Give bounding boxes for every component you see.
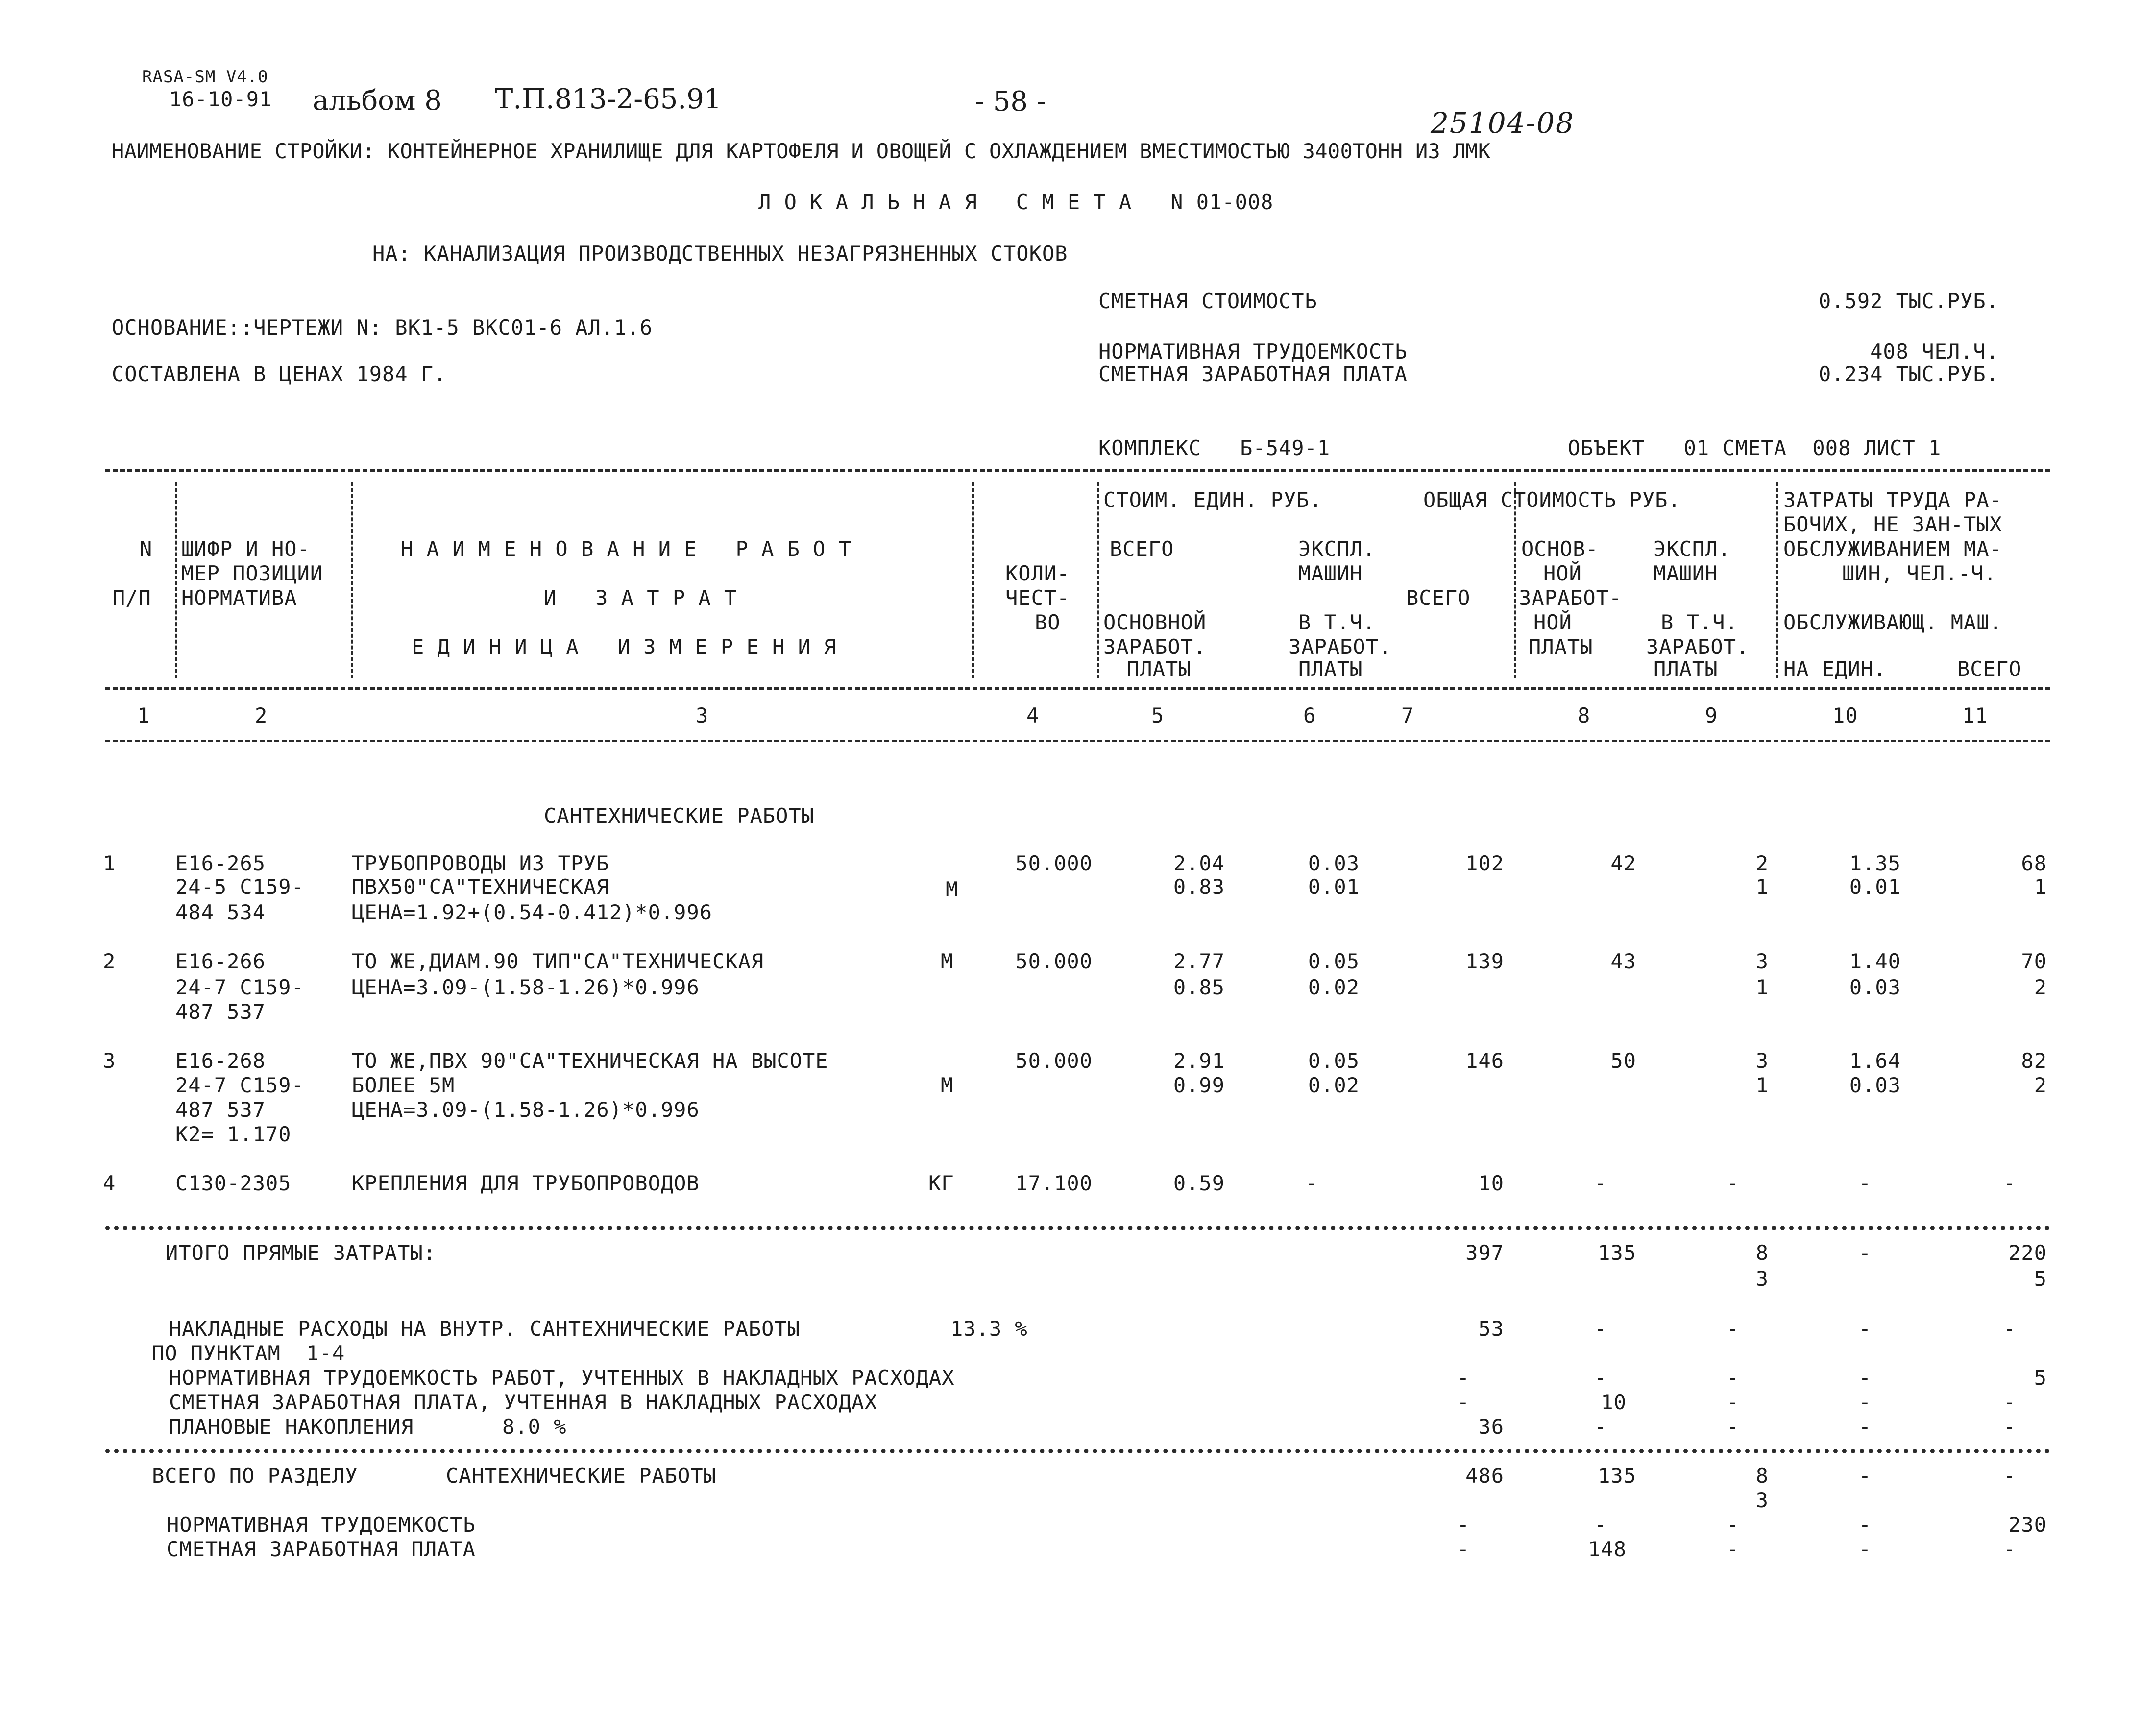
hdr-col9: ЗАРАБОТ. xyxy=(1646,635,1750,659)
row-unit-machines: 0.05 xyxy=(1308,949,1360,973)
row-code: Е16-266 xyxy=(175,949,266,973)
row-code: 487 537 xyxy=(175,1000,266,1024)
direct-labor-total: 220 xyxy=(2008,1241,2047,1265)
norm-labor-unit-col: - xyxy=(1858,1513,1872,1537)
summary-value-cost: 0.592 ТЫС.РУБ. xyxy=(1818,289,1999,313)
row-labor-unit: 1.64 xyxy=(1849,1049,1901,1073)
hdr-col5: ЗАРАБОТ. xyxy=(1103,635,1207,659)
summary-value-labor: 408 ЧЕЛ.Ч. xyxy=(1870,339,1999,363)
est-wages-label: СМЕТНАЯ ЗАРАБОТНАЯ ПЛАТА xyxy=(167,1537,476,1561)
direct-labor-unit: - xyxy=(1858,1241,1872,1265)
colnum-6: 6 xyxy=(1303,703,1316,727)
colnum-4: 4 xyxy=(1026,703,1040,727)
hdr-col2: ШИФР И НО- xyxy=(181,537,310,561)
hdr-col11: ВСЕГО xyxy=(1957,657,2022,681)
overhead-labor-wages-col: - xyxy=(1594,1366,1607,1390)
row-qty: 50.000 xyxy=(1015,1049,1093,1073)
overhead-wages: - xyxy=(1594,1317,1607,1341)
norm-labor-machines-col: - xyxy=(1726,1513,1739,1537)
row-unit-wages: 0.83 xyxy=(1173,875,1225,899)
row-code: 24-7 С159- xyxy=(175,1073,304,1097)
row-labor-unit: 0.01 xyxy=(1849,875,1901,899)
row-name: КРЕПЛЕНИЯ ДЛЯ ТРУБОПРОВОДОВ xyxy=(352,1171,700,1195)
summary-label-cost: СМЕТНАЯ СТОИМОСТЬ xyxy=(1098,289,1317,313)
norm-labor-total-col: - xyxy=(1457,1513,1470,1537)
overhead-percent: 13.3 % xyxy=(950,1317,1028,1341)
section-total-labor-unit: - xyxy=(1858,1464,1872,1488)
row-name: ПВХ50"СА"ТЕХНИЧЕСКАЯ xyxy=(352,875,609,899)
dotted-rule xyxy=(105,1449,2050,1453)
norm-labor-label: НОРМАТИВНАЯ ТРУДОЕМКОСТЬ xyxy=(167,1513,476,1537)
price-base: СОСТАВЛЕНА В ЦЕНАХ 1984 Г. xyxy=(112,362,447,386)
overhead-labor-total-col: - xyxy=(1457,1366,1470,1390)
row-code: 487 537 xyxy=(175,1098,266,1122)
construction-name: НАИМЕНОВАНИЕ СТРОЙКИ: КОНТЕЙНЕРНОЕ ХРАНИЛИЩЕ ДЛЯ КАРТОФЕЛЯ И ОВОЩЕЙ С ОХЛАЖДЕНИЕМ ВМЕСТИМОСТЬЮ 3400ТОНН ИЗ ЛМК xyxy=(112,139,1491,163)
row-total-machine-wages: 1 xyxy=(1755,875,1769,899)
planned-savings-label: ПЛАНОВЫЕ НАКОПЛЕНИЯ xyxy=(169,1415,414,1439)
row-total: 139 xyxy=(1465,949,1504,973)
row-labor-total: 82 xyxy=(2021,1049,2047,1073)
row-total-wages: 43 xyxy=(1610,949,1636,973)
hdr-col9: ЭКСПЛ. xyxy=(1654,537,1731,561)
hdr-col7: ВСЕГО xyxy=(1406,586,1471,610)
hdr-col6: В Т.Ч. xyxy=(1298,610,1376,634)
summary-value-wages: 0.234 ТЫС.РУБ. xyxy=(1818,362,1999,386)
hdr-col1: П/П xyxy=(113,586,151,610)
colnum-8: 8 xyxy=(1578,703,1591,727)
hdr-unit-cost: СТОИМ. ЕДИН. РУБ. xyxy=(1103,488,1322,512)
hdr-labor-machines: ОБСЛУЖИВАЮЩ. МАШ. xyxy=(1783,610,2002,634)
section-total-label: ВСЕГО ПО РАЗДЕЛУ xyxy=(152,1464,358,1488)
planned-savings-machines: - xyxy=(1726,1415,1739,1439)
overhead-wages-value: 10 xyxy=(1601,1390,1627,1414)
row-total-machine-wages: 1 xyxy=(1755,1073,1769,1097)
direct-costs-label: ИТОГО ПРЯМЫЕ ЗАТРАТЫ: xyxy=(166,1241,437,1265)
row-labor-total: 70 xyxy=(2021,949,2047,973)
row-total-machines: 3 xyxy=(1755,949,1769,973)
hdr-labor: БОЧИХ, НЕ ЗАН-ТЫХ xyxy=(1783,512,2002,536)
overhead-wages-total-col: - xyxy=(1457,1390,1470,1414)
hdr-col9: МАШИН xyxy=(1654,561,1718,585)
colnum-7: 7 xyxy=(1401,703,1414,727)
row-labor-unit: 1.40 xyxy=(1849,949,1901,973)
direct-machines: 8 xyxy=(1755,1241,1769,1265)
hdr-labor: ШИН, ЧЕЛ.-Ч. xyxy=(1842,561,1997,585)
hdr-col3: Н А И М Е Н О В А Н И Е Р А Б О Т xyxy=(401,537,852,561)
row-total-machines: - xyxy=(1726,1171,1739,1195)
basis-drawings: ОСНОВАНИЕ::ЧЕРТЕЖИ N: ВК1-5 ВКС01-6 АЛ.1.6 xyxy=(112,315,653,339)
row-name: ТО ЖЕ,ПВХ 90"СА"ТЕХНИЧЕСКАЯ НА ВЫСОТЕ xyxy=(352,1049,828,1073)
hdr-col8: НОЙ xyxy=(1543,561,1582,585)
colnum-5: 5 xyxy=(1151,703,1165,727)
row-unit-machines: 0.05 xyxy=(1308,1049,1360,1073)
hdr-col8: ЗАРАБОТ- xyxy=(1519,586,1622,610)
hdr-col9: В Т.Ч. xyxy=(1661,610,1738,634)
section-total-wages: 135 xyxy=(1598,1464,1636,1488)
row-unit-total: 0.59 xyxy=(1173,1171,1225,1195)
overhead-labor-value: 5 xyxy=(2034,1366,2047,1390)
colnum-10: 10 xyxy=(1832,703,1858,727)
section-total-machine-wages: 3 xyxy=(1755,1488,1769,1512)
overhead-label: НАКЛАДНЫЕ РАСХОДЫ НА ВНУТР. САНТЕХНИЧЕСКИЕ РАБОТЫ xyxy=(169,1317,801,1341)
est-wages-value: 148 xyxy=(1588,1537,1627,1561)
row-unit-machine-wages: 0.01 xyxy=(1308,875,1360,899)
hdr-col6: ЗАРАБОТ. xyxy=(1289,635,1392,659)
norm-labor-value: 230 xyxy=(2008,1513,2047,1537)
direct-total: 397 xyxy=(1465,1241,1504,1265)
row-unit-machines: - xyxy=(1305,1171,1318,1195)
row-code: С130-2305 xyxy=(175,1171,292,1195)
row-name: ЦЕНА=1.92+(0.54-0.412)*0.996 xyxy=(352,900,713,924)
row-unit-machine-wages: 0.02 xyxy=(1308,975,1360,999)
section-total-machines: 8 xyxy=(1755,1464,1769,1488)
planned-savings-wages: - xyxy=(1594,1415,1607,1439)
hdr-col6: ПЛАТЫ xyxy=(1298,657,1363,681)
hdr-col5: ВСЕГО xyxy=(1110,537,1174,561)
overhead-wages-unit-col: - xyxy=(1858,1390,1872,1414)
row-unit-machine-wages: 0.02 xyxy=(1308,1073,1360,1097)
hdr-total-cost: ОБЩАЯ СТОИМОСТЬ РУБ. xyxy=(1423,488,1681,512)
row-number: 2 xyxy=(103,949,116,973)
col-sep xyxy=(1776,482,1778,678)
direct-wages: 135 xyxy=(1598,1241,1636,1265)
row-total-machine-wages: 1 xyxy=(1755,975,1769,999)
direct-machine-wages: 3 xyxy=(1755,1267,1769,1291)
est-wages-total-col: - xyxy=(1457,1537,1470,1561)
colnum-11: 11 xyxy=(1962,703,1988,727)
planned-savings-total: 36 xyxy=(1478,1415,1504,1439)
table-top-rule xyxy=(105,469,2050,472)
col-sep xyxy=(175,482,177,678)
row-name: ЦЕНА=3.09-(1.58-1.26)*0.996 xyxy=(352,975,700,999)
hdr-col5: ПЛАТЫ xyxy=(1127,657,1192,681)
planned-savings-labor-unit: - xyxy=(1858,1415,1872,1439)
row-total-machines: 3 xyxy=(1755,1049,1769,1073)
row-number: 3 xyxy=(103,1049,116,1073)
row-total-wages: 42 xyxy=(1610,851,1636,875)
row-unit: М xyxy=(946,877,959,901)
row-labor-total: 2 xyxy=(2034,1073,2047,1097)
hdr-col2: МЕР ПОЗИЦИИ xyxy=(181,561,323,585)
row-total-wages: 50 xyxy=(1610,1049,1636,1073)
section-total-labor: - xyxy=(2003,1464,2016,1488)
hdr-labor: ЗАТРАТЫ ТРУДА РА- xyxy=(1783,488,2002,512)
overhead-labor-label: НОРМАТИВНАЯ ТРУДОЕМКОСТЬ РАБОТ, УЧТЕННЫХ В НАКЛАДНЫХ РАСХОДАХ xyxy=(169,1366,955,1390)
hdr-col1: N xyxy=(140,537,153,561)
row-name: ТРУБОПРОВОДЫ ИЗ ТРУБ xyxy=(352,851,609,875)
overhead-items: ПО ПУНКТАМ 1-4 xyxy=(152,1341,345,1365)
row-code: 24-7 С159- xyxy=(175,975,304,999)
colnum-3: 3 xyxy=(696,703,709,727)
hdr-col6: ЭКСПЛ. xyxy=(1298,537,1376,561)
row-labor-total: - xyxy=(2003,1171,2016,1195)
section-title: САНТЕХНИЧЕСКИЕ РАБОТЫ xyxy=(544,804,815,828)
hdr-col8: ПЛАТЫ xyxy=(1529,635,1593,659)
summary-label-wages: СМЕТНАЯ ЗАРАБОТНАЯ ПЛАТА xyxy=(1098,362,1408,386)
row-qty: 50.000 xyxy=(1015,949,1093,973)
direct-labor-total: 5 xyxy=(2034,1267,2047,1291)
col-sep xyxy=(351,482,353,678)
row-name: БОЛЕЕ 5М xyxy=(352,1073,455,1097)
overhead-labor-unit-col: - xyxy=(1858,1366,1872,1390)
program-version: RASA-SM V4.0 xyxy=(142,67,268,87)
est-wages-machines-col: - xyxy=(1726,1537,1739,1561)
row-qty: 50.000 xyxy=(1015,851,1093,875)
hdr-col8: НОЙ xyxy=(1533,610,1572,634)
row-unit-wages: 0.99 xyxy=(1173,1073,1225,1097)
row-code: 24-5 С159- xyxy=(175,875,304,899)
row-labor-total: 68 xyxy=(2021,851,2047,875)
album-label: альбом 8 xyxy=(313,85,442,117)
planned-savings-labor-total: - xyxy=(2003,1415,2016,1439)
hdr-col2: НОРМАТИВА xyxy=(181,586,297,610)
hdr-labor: ОБСЛУЖИВАНИЕМ МА- xyxy=(1783,537,2002,561)
row-total-machines: 2 xyxy=(1755,851,1769,875)
header-rule xyxy=(105,687,2050,690)
hdr-col6: МАШИН xyxy=(1298,561,1363,585)
section-total: 486 xyxy=(1465,1464,1504,1488)
row-unit-machines: 0.03 xyxy=(1308,851,1360,875)
section-total-name: САНТЕХНИЧЕСКИЕ РАБОТЫ xyxy=(446,1464,717,1488)
row-labor-total: 2 xyxy=(2034,975,2047,999)
row-name: ТО ЖЕ,ДИАМ.90 ТИП"СА"ТЕХНИЧЕСКАЯ xyxy=(352,949,764,973)
project-code: Т.П.813-2-65.91 xyxy=(495,83,722,115)
hdr-col9: ПЛАТЫ xyxy=(1654,657,1718,681)
row-unit-wages: 0.85 xyxy=(1173,975,1225,999)
row-name: ЦЕНА=3.09-(1.58-1.26)*0.996 xyxy=(352,1098,700,1122)
overhead-total: 53 xyxy=(1478,1317,1504,1341)
dotted-rule xyxy=(105,1226,2050,1230)
overhead-wages-machines-col: - xyxy=(1726,1390,1739,1414)
overhead-machines: - xyxy=(1726,1317,1739,1341)
row-unit-total: 2.91 xyxy=(1173,1049,1225,1073)
colnum-2: 2 xyxy=(255,703,268,727)
hdr-col4: КОЛИ- xyxy=(1005,561,1070,585)
overhead-labor-machines-col: - xyxy=(1726,1366,1739,1390)
summary-label-labor: НОРМАТИВНАЯ ТРУДОЕМКОСТЬ xyxy=(1098,339,1408,363)
est-wages-unit-col: - xyxy=(1858,1537,1872,1561)
overhead-wages-labor-col: - xyxy=(2003,1390,2016,1414)
row-unit-total: 2.77 xyxy=(1173,949,1225,973)
planned-savings-percent: 8.0 % xyxy=(502,1415,567,1439)
row-unit: М xyxy=(941,949,954,973)
row-code: 484 534 xyxy=(175,900,266,924)
row-total-wages: - xyxy=(1594,1171,1607,1195)
row-total: 146 xyxy=(1465,1049,1504,1073)
colnum-9: 9 xyxy=(1705,703,1718,727)
complex-label: КОМПЛЕКС Б-549-1 xyxy=(1098,436,1331,460)
row-code: Е16-265 xyxy=(175,851,266,875)
page-number: - 58 - xyxy=(975,86,1046,118)
col-sep xyxy=(1097,482,1099,678)
row-labor-unit: 0.03 xyxy=(1849,1073,1901,1097)
hdr-col4: ВО xyxy=(1035,610,1061,634)
est-wages-labor-col: - xyxy=(2003,1537,2016,1561)
hdr-col3: Е Д И Н И Ц А И З М Е Р Е Н И Я xyxy=(412,635,837,659)
row-total: 10 xyxy=(1478,1171,1504,1195)
object-label: ОБЪЕКТ 01 СМЕТА 008 ЛИСТ 1 xyxy=(1568,436,1942,460)
handwritten-code: 25104-08 xyxy=(1431,106,1575,140)
overhead-labor-unit: - xyxy=(1858,1317,1872,1341)
row-unit: М xyxy=(941,1073,954,1097)
norm-labor-wages-col: - xyxy=(1594,1513,1607,1537)
row-coefficient: К2= 1.170 xyxy=(175,1122,292,1146)
colnum-rule xyxy=(105,740,2050,742)
row-number: 1 xyxy=(103,851,116,875)
row-labor-unit: 1.35 xyxy=(1849,851,1901,875)
row-unit: КГ xyxy=(928,1171,954,1195)
hdr-col10: НА ЕДИН. xyxy=(1783,657,1887,681)
hdr-col4: ЧЕСТ- xyxy=(1005,586,1070,610)
colnum-1: 1 xyxy=(137,703,150,727)
row-number: 4 xyxy=(103,1171,116,1195)
hdr-col5: ОСНОВНОЙ xyxy=(1103,610,1207,634)
estimate-subject: НА: КАНАЛИЗАЦИЯ ПРОИЗВОДСТВЕННЫХ НЕЗАГРЯЗНЕННЫХ СТОКОВ xyxy=(372,241,1068,265)
print-date: 16-10-91 xyxy=(169,87,272,111)
overhead-labor-total: - xyxy=(2003,1317,2016,1341)
hdr-col3: И З А Т Р А Т xyxy=(544,586,737,610)
row-labor-total: 1 xyxy=(2034,875,2047,899)
overhead-wages-label: СМЕТНАЯ ЗАРАБОТНАЯ ПЛАТА, УЧТЕННАЯ В НАКЛАДНЫХ РАСХОДАХ xyxy=(169,1390,877,1414)
row-unit-total: 2.04 xyxy=(1173,851,1225,875)
row-labor-unit: - xyxy=(1858,1171,1872,1195)
col-sep xyxy=(972,482,974,678)
row-total: 102 xyxy=(1465,851,1504,875)
col-sep xyxy=(1514,482,1516,678)
row-qty: 17.100 xyxy=(1015,1171,1093,1195)
row-code: Е16-268 xyxy=(175,1049,266,1073)
estimate-title: Л О К А Л Ь Н А Я С М Е Т А N 01-008 xyxy=(758,190,1274,214)
row-labor-unit: 0.03 xyxy=(1849,975,1901,999)
hdr-col8: ОСНОВ- xyxy=(1521,537,1599,561)
